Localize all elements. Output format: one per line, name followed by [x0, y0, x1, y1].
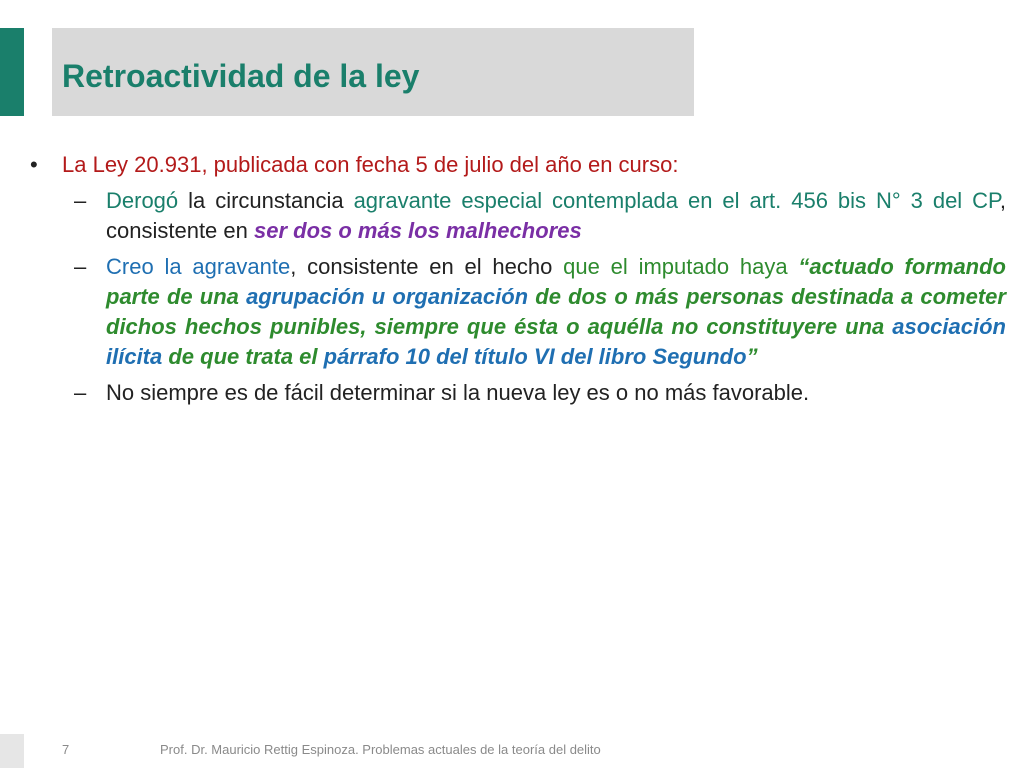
sub2-part2: , consistente en el hecho [290, 254, 564, 279]
sub1-part5: ser dos o más los malhechores [253, 218, 582, 243]
sub2-part8: asociación ilícita [106, 314, 1006, 369]
slide-content [30, 150, 1006, 408]
title-accent-bar [0, 28, 24, 116]
sub1-part3: agravante especial contemplada en el art. 456 bis N° 3 del CP [353, 188, 1000, 213]
sub2-part9: de que trata el [168, 344, 318, 369]
page-number: 7 [62, 742, 70, 757]
sub2-part4 [788, 254, 799, 279]
bullet-item [30, 150, 1006, 180]
footer-text: Prof. Dr. Mauricio Rettig Espinoza. Problemas actuales de la teoría del delito [160, 742, 601, 757]
sub2-part7: de dos o más personas destinada a cometer dichos hechos punibles, siempre que ésta o aquélla no constituyere una [106, 284, 1006, 339]
sub-item-no-siempre [30, 378, 1006, 408]
sub3-text: No siempre es de fácil determinar si la nueva ley es o no más favorable. [106, 380, 810, 405]
sub2-part6: agrupación u organización [238, 284, 536, 309]
sub-item-creo [30, 252, 1006, 372]
dash-marker: – [74, 188, 87, 213]
footer-accent-block [0, 734, 24, 768]
sub2-part11: ” [746, 344, 758, 369]
dash-marker: – [74, 380, 87, 405]
bullet-marker: • [30, 152, 38, 177]
sub2-part1: Creo la agravante [106, 254, 291, 279]
sub1-part1: Derogó [106, 188, 179, 213]
bullet-text: La Ley 20.931, publicada con fecha 5 de julio del año en curso: [62, 152, 679, 177]
sub-item-derogo [30, 186, 1006, 246]
dash-marker: – [74, 254, 87, 279]
slide-title: Retroactividad de la ley [62, 58, 420, 94]
sub2-part3: que el imputado haya [563, 254, 788, 279]
sub2-part5: “actuado formando parte de una [106, 254, 1006, 309]
sub1-part2: la circunstancia [178, 188, 354, 213]
sub2-part10: párrafo 10 del título VI del libro Segundo [317, 344, 747, 369]
sub1-part4: , consistente en [106, 188, 1006, 243]
